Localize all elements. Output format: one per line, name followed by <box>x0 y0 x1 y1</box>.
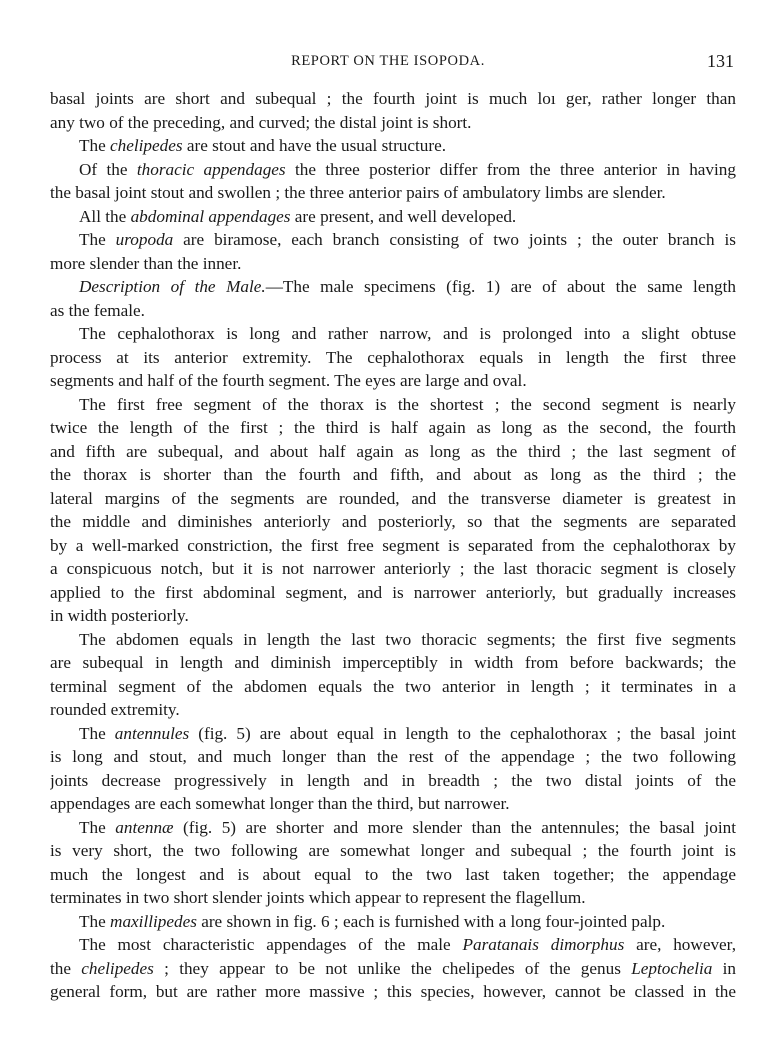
italic-term: Paratanais dimorphus <box>462 935 625 954</box>
text-line <box>50 299 736 323</box>
text-line <box>50 675 736 699</box>
text-line <box>50 252 736 276</box>
text-line <box>50 581 736 605</box>
text-run: the three posterior differ from the three anterior in having <box>285 159 736 179</box>
text-line <box>50 816 736 840</box>
text-line <box>50 463 736 487</box>
text-run: The <box>79 136 111 155</box>
text-run: the <box>50 958 82 978</box>
paragraph <box>50 628 736 722</box>
text-line <box>50 134 736 158</box>
text-line <box>50 416 736 440</box>
text-line <box>50 393 736 417</box>
text-run: The first free segment of the thorax is the shortest ; the second segment is nearly <box>79 394 736 414</box>
text-line <box>50 181 736 205</box>
text-run: any two of the preceding, and curved; the distal joint is short. <box>50 112 472 132</box>
text-line <box>50 322 736 346</box>
text-line <box>50 510 736 534</box>
text-line <box>50 87 736 111</box>
text-line <box>50 839 736 863</box>
text-line <box>50 557 736 581</box>
paragraph <box>50 933 736 1004</box>
text-line <box>50 651 736 675</box>
italic-term: abdominal appendages <box>130 206 291 226</box>
text-run: the basal joint stout and swollen ; the three anterior pairs of ambulatory limbs are slender. <box>50 183 666 202</box>
text-run: (fig. 5) are about equal in length to the cephalothorax ; the basal joint <box>189 723 736 743</box>
text-run: —The male specimens (fig. 1) are of about the same length <box>265 277 736 296</box>
italic-term: Description of the Male. <box>79 277 266 296</box>
text-line <box>50 346 736 370</box>
text-run: are present, and well developed. <box>290 206 517 226</box>
italic-term: Leptochelia <box>631 958 713 978</box>
text-line <box>50 534 736 558</box>
text-run: in width posteriorly. <box>50 606 189 625</box>
italic-term: chelipedes <box>110 136 183 155</box>
text-run: rounded extremity. <box>50 700 180 719</box>
paragraph <box>50 158 736 205</box>
text-run: (fig. 5) are shorter and more slender than the antennules; the basal joint <box>173 817 736 837</box>
text-run: The <box>79 723 115 743</box>
paragraph <box>50 816 736 910</box>
text-line <box>50 628 736 652</box>
text-run: appendages are each somewhat longer than the third, but narrower. <box>50 794 510 813</box>
text-run: terminal segment of the abdomen equals the two anterior in length ; it terminates in a <box>50 676 736 696</box>
paragraph <box>50 393 736 628</box>
text-run: and fifth are subequal, and about half again as long as the third ; the last segment of <box>50 441 736 461</box>
text-line <box>50 369 736 393</box>
text-run: is very short, the two following are somewhat longer and subequal ; the fourth joint is <box>50 841 736 860</box>
italic-term: maxillipedes <box>110 911 197 931</box>
text-line <box>50 440 736 464</box>
text-line <box>50 863 736 887</box>
text-line <box>50 722 736 746</box>
text-run: are subequal in length and diminish imperceptibly in width from before backwards; the <box>50 653 736 672</box>
italic-term: chelipedes <box>81 958 154 978</box>
page-number: 131 <box>707 51 734 71</box>
text-line <box>50 745 736 769</box>
text-run: general form, but are rather more massive ; this species, however, cannot be classed in the <box>50 982 736 1001</box>
text-run: The <box>79 230 116 249</box>
paragraph <box>50 228 736 275</box>
text-run: lateral margins of the segments are rounded, and the transverse diameter is greatest in <box>50 488 736 508</box>
text-run: ; they appear to be not unlike the chelipedes of the genus <box>153 958 632 978</box>
text-run: a conspicuous notch, but it is not narrower anteriorly ; the last thoracic segment is closely <box>50 559 736 578</box>
text-line <box>50 886 736 910</box>
text-run: The abdomen equals in length the last two thoracic segments; the first five segments <box>79 629 736 649</box>
paragraph <box>50 205 736 229</box>
text-run: are, however, <box>624 935 736 954</box>
running-title: REPORT ON THE ISOPODA. <box>291 53 485 69</box>
text-run: much the longest and is about equal to the two last taken together; the appendage <box>50 864 736 884</box>
text-run: The <box>79 911 111 931</box>
text-line <box>50 698 736 722</box>
text-line <box>50 933 736 957</box>
paragraph <box>50 87 736 134</box>
text-line <box>50 275 736 299</box>
text-line <box>50 769 736 793</box>
text-run: joints decrease progressively in length and in breadth ; the two distal joints of the <box>50 770 736 790</box>
text-run: in <box>712 958 736 978</box>
text-run: terminates in two short slender joints which appear to represent the flagellum. <box>50 888 586 907</box>
text-run: segments and half of the fourth segment. The eyes are large and oval. <box>50 371 527 390</box>
text-run: basal joints are short and subequal ; the fourth joint is much loı ger, rather longer than <box>50 89 736 108</box>
italic-term: thoracic appendages <box>136 159 286 179</box>
text-run: The most characteristic appendages of the male <box>79 935 463 954</box>
text-run: the thorax is shorter than the fourth and fifth, and about as long as the third ; the <box>50 465 736 484</box>
text-run: The cephalothorax is long and rather narrow, and is prolonged into a slight obtuse <box>79 324 736 343</box>
text-line <box>50 487 736 511</box>
text-line <box>50 111 736 135</box>
text-run: the middle and diminishes anteriorly and posteriorly, so that the segments are separated <box>50 512 736 531</box>
text-line <box>50 910 736 934</box>
italic-term: antennæ <box>115 817 174 837</box>
paragraph <box>50 910 736 934</box>
text-line <box>50 957 736 981</box>
text-line <box>50 980 736 1004</box>
text-run: The <box>79 817 116 837</box>
text-run: by a well-marked constriction, the first free segment is separated from the cephalothorax by <box>50 535 736 555</box>
italic-term: antennules <box>114 723 190 743</box>
text-run: are stout and have the usual structure. <box>182 136 447 155</box>
paragraph <box>50 322 736 393</box>
text-line <box>50 205 736 229</box>
running-head <box>0 51 776 75</box>
text-run: Of the <box>79 159 137 179</box>
text-run: applied to the first abdominal segment, and is narrower anteriorly, but gradually increases <box>50 582 736 602</box>
text-line <box>50 158 736 182</box>
text-line <box>50 228 736 252</box>
text-run: are shown in fig. 6 ; each is furnished with a long four-jointed palp. <box>196 911 666 931</box>
italic-term: uropoda <box>115 230 174 249</box>
text-line <box>50 604 736 628</box>
text-run: twice the length of the first ; the third is half again as long as the second, the fourth <box>50 418 736 437</box>
paragraph <box>50 722 736 816</box>
paragraph <box>50 134 736 158</box>
text-line <box>50 792 736 816</box>
text-run: as the female. <box>50 300 145 320</box>
text-run: more slender than the inner. <box>50 253 242 273</box>
text-run: All the <box>79 206 131 226</box>
paragraph <box>50 275 736 322</box>
body-text <box>50 87 736 1004</box>
text-run: are biramose, each branch consisting of two joints ; the outer branch is <box>173 230 736 249</box>
text-run: process at its anterior extremity. The cephalothorax equals in length the first three <box>50 347 736 367</box>
text-run: is long and stout, and much longer than the rest of the appendage ; the two following <box>50 747 736 766</box>
